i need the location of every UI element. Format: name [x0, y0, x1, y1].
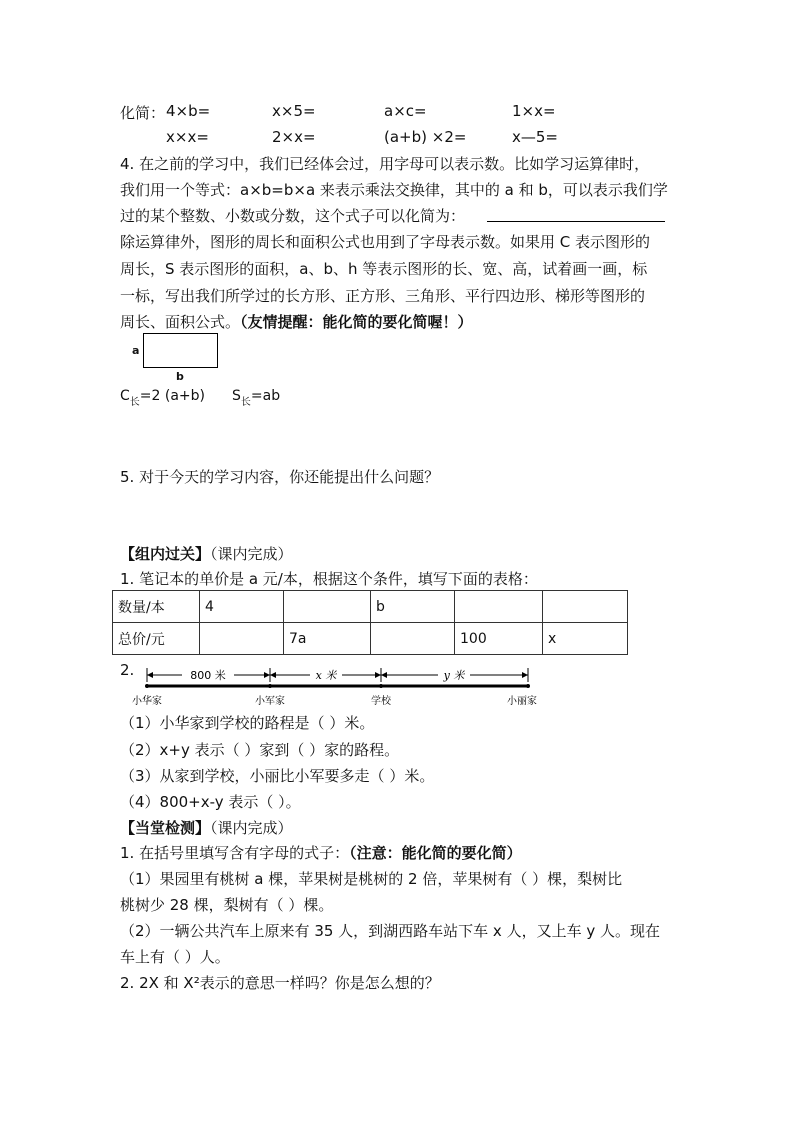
place-label-xiaoli: 小丽家: [507, 696, 537, 707]
rect-label-b: b: [176, 370, 184, 383]
simplify-r1-c2: x×5=: [272, 102, 316, 120]
place-label-xiaojun: 小军家: [255, 696, 285, 707]
check-heading-title: 【当堂检测】: [120, 819, 211, 837]
group-q1: 1. 笔记本的单价是 a 元/本，根据这个条件，填写下面的表格：: [120, 570, 538, 588]
price-table: [112, 590, 628, 655]
place-dot: [526, 684, 530, 688]
group-heading-note: （课内完成）: [210, 545, 293, 563]
arrow-head: [270, 672, 276, 678]
segment-label-y: y 米: [443, 669, 465, 682]
arrow-head: [381, 672, 387, 678]
simplify-r2-c3: (a+b) ×2=: [384, 128, 467, 146]
segment-label-x: x 米: [315, 669, 337, 682]
check-heading-note: （课内完成）: [210, 819, 293, 837]
group-heading-title: 【组内过关】: [120, 545, 211, 563]
formula-s-symbol: S: [232, 388, 241, 404]
place-dot: [145, 684, 149, 688]
formula-c-symbol: C: [120, 388, 130, 404]
simplify-r1-c3: a×c=: [384, 102, 427, 120]
q2-item-3: （3）从家到学校，小丽比小军要多走（ ）米。: [120, 767, 435, 785]
table-cell: 100: [455, 623, 543, 655]
q2-item-4: （4）800+x-y 表示（ ）。: [120, 793, 301, 811]
q4-line-7-text: 周长、面积公式。: [120, 313, 241, 331]
formula-c-rest: =2 (a+b): [139, 388, 205, 404]
formula-perimeter: [120, 388, 205, 408]
rect-label-a: a: [132, 344, 140, 357]
check-q1: [120, 842, 522, 863]
group-q2-number: 2.: [120, 661, 135, 679]
simplify-r2-c1: x×x=: [166, 128, 209, 146]
check-item1-line2: 桃树少 28 棵，梨树有（ ）棵。: [120, 896, 334, 914]
formula-area: [232, 388, 281, 408]
table-cell: b: [371, 591, 455, 623]
arrow-head: [147, 672, 153, 678]
q4-line-7: [120, 311, 473, 332]
formula-s-rest: =ab: [250, 388, 281, 404]
table-cell[interactable]: [284, 591, 371, 623]
table-cell[interactable]: [543, 591, 628, 623]
group-heading: [120, 543, 293, 564]
table-cell: 总价/元: [113, 623, 200, 655]
q2-item-2: （2）x+y 表示（ ）家到（ ）家的路程。: [120, 741, 400, 759]
q4-line-3: 过的某个整数、小数或分数，这个式子可以化简为：: [120, 207, 466, 225]
q2-item-1: （1）小华家到学校的路程是（ ）米。: [120, 714, 375, 732]
arrow-head: [522, 672, 528, 678]
table-cell: 7a: [284, 623, 371, 655]
check-q1-text: 1. 在括号里填写含有字母的式子：: [120, 844, 350, 862]
segment-label-800: 800 米: [190, 669, 226, 682]
simplify-r1-c4: 1×x=: [512, 102, 556, 120]
table-cell: 数量/本: [113, 591, 200, 623]
check-q2: 2. 2X 和 X²表示的意思一样吗？你是怎么想的？: [120, 974, 440, 992]
q4-line-2: 我们用一个等式：a×b=b×a 来表示乘法交换律，其中的 a 和 b，可以表示我们学: [120, 181, 668, 199]
q4-reminder: （友情提醒：能化简的要化简喔！）: [240, 313, 473, 331]
rectangle-figure: [143, 333, 218, 368]
q4-line-4: 除运算律外，图形的周长和面积公式也用到了字母表示数。如果用 C 表示图形的: [120, 233, 651, 251]
table-cell[interactable]: [455, 591, 543, 623]
q4-answer-blank[interactable]: [487, 221, 665, 222]
formula-s-sub: 长: [240, 397, 251, 408]
simplify-label: 化简：: [120, 104, 166, 122]
table-cell: x: [543, 623, 628, 655]
simplify-r1-c1: 4×b=: [166, 102, 211, 120]
check-item2-line2: 车上有（ ）人。: [120, 948, 230, 966]
arrow-head: [264, 672, 270, 678]
table-cell[interactable]: [200, 623, 284, 655]
check-q1-note: （注意：能化简的要化简）: [349, 844, 522, 862]
q5-text: 5. 对于今天的学习内容，你还能提出什么问题？: [120, 468, 440, 486]
simplify-r2-c4: x—5=: [512, 128, 558, 146]
table-row: [113, 623, 628, 655]
formula-c-sub: 长: [129, 397, 140, 408]
table-row: [113, 591, 628, 623]
place-dot: [379, 684, 383, 688]
q4-line-1: 4. 在之前的学习中，我们已经体会过，用字母可以表示数。比如学习运算律时，: [120, 155, 650, 173]
q4-line-5: 周长，S 表示图形的面积，a、b、h 等表示图形的长、宽、高，试着画一画，标: [120, 260, 648, 278]
distance-diagram: [130, 664, 550, 710]
q4-line-6: 一标，写出我们所学过的长方形、正方形、三角形、平行四边形、梯形等图形的: [120, 287, 646, 305]
arrow-head: [375, 672, 381, 678]
check-item1-line1: （1）果园里有桃树 a 棵，苹果树是桃树的 2 倍，苹果树有（ ）棵，梨树比: [120, 870, 623, 888]
table-cell: 4: [200, 591, 284, 623]
place-label-xiaohua: 小华家: [132, 696, 162, 707]
place-label-school: 学校: [371, 696, 391, 707]
check-heading: [120, 817, 293, 838]
simplify-r2-c2: 2×x=: [272, 128, 316, 146]
check-item2-line1: （2）一辆公共汽车上原来有 35 人，到湖西路车站下车 x 人，又上车 y 人。现在: [120, 922, 660, 940]
table-cell[interactable]: [371, 623, 455, 655]
place-dot: [268, 684, 272, 688]
